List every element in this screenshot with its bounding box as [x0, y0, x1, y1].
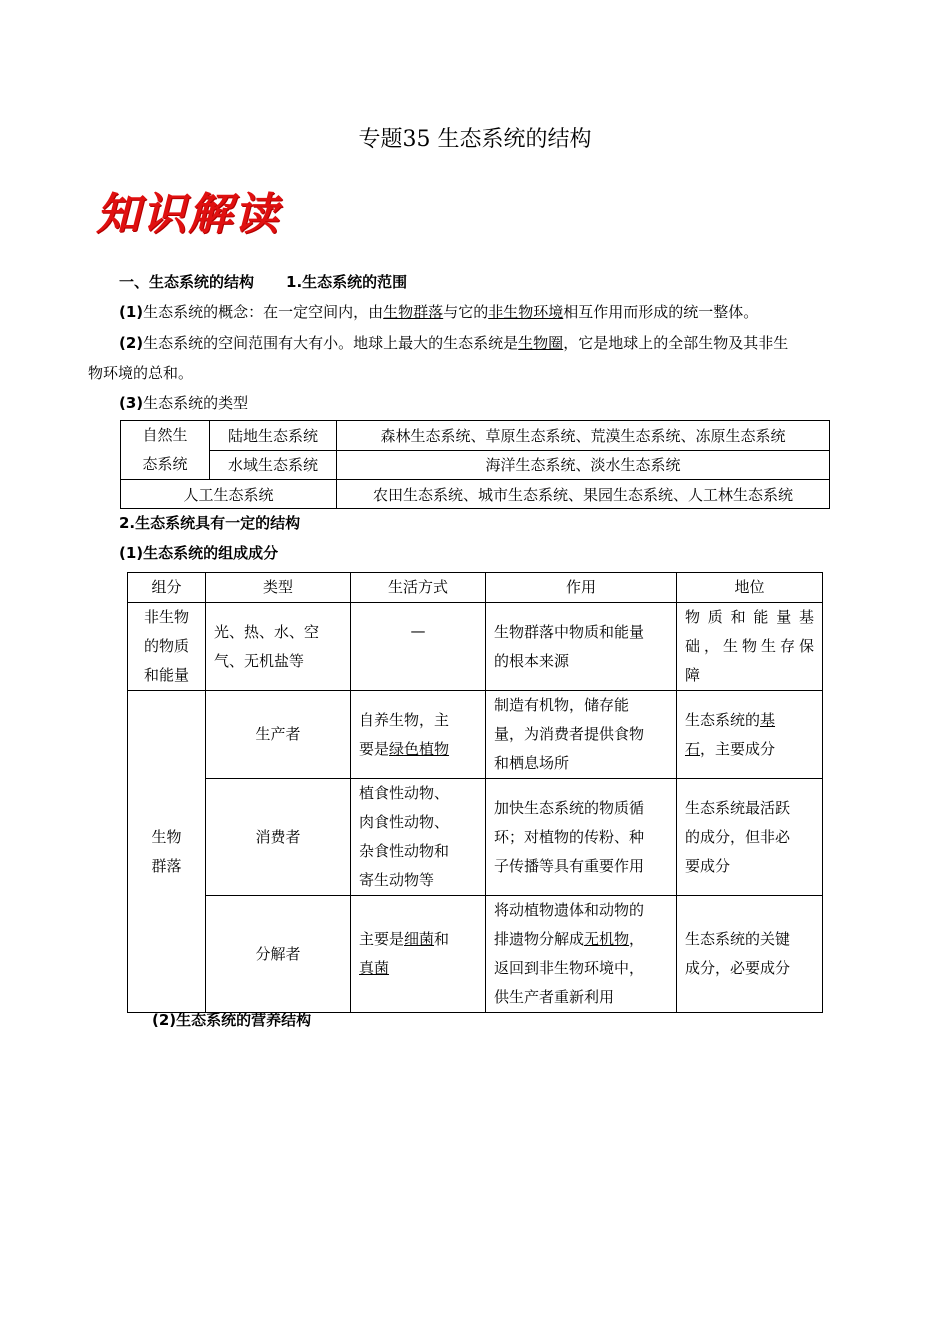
term-fungi: 真菌 [359, 959, 390, 977]
composition-table [127, 572, 823, 1013]
land-ecosystem-cell: 陆地生态系统 [210, 421, 337, 451]
consumer-role-cell: 加快生态系统的物质循 环；对植物的传粉、种 子传播等具有重要作用 [486, 779, 677, 896]
nonbio-group-cell: 非生物 的物质 和能量 [128, 603, 206, 691]
term-bacteria: 细菌 [404, 930, 435, 948]
table-row [128, 779, 823, 896]
section2-subheading: (1)生态系统的组成成分 [119, 544, 279, 562]
table-row [128, 896, 823, 1013]
term-cornerstone: 基 [760, 710, 776, 729]
section2-heading: 2.生态系统具有一定的结构 [119, 514, 301, 532]
section-banner: 知识解读 [96, 189, 280, 240]
table-row [128, 691, 823, 779]
natural-ecosystem-cell: 自然生 态系统 [121, 421, 210, 480]
header-role: 作用 [486, 573, 677, 603]
consumer-lifestyle-cell: 植食性动物、 肉食性动物、 杂食性动物和 寄生动物等 [351, 779, 486, 896]
producer-role-cell: 制造有机物，储存能 量，为消费者提供食物 和栖息场所 [486, 691, 677, 779]
decomposer-status-cell: 生态系统的关键 成分，必要成分 [677, 896, 823, 1013]
nonbio-type-cell: 光、热、水、空 气、无机盐等 [206, 603, 351, 691]
producer-status-cell: 生态系统的基 石，主要成分 [677, 691, 823, 779]
decomposer-role-cell: 将动植物遗体和动物的 排遗物分解成无机物， 返回到非生物环境中， 供生产者重新利用 [486, 896, 677, 1013]
term-green-plants: 绿色植物 [389, 739, 450, 758]
producer-type-cell: 生产者 [206, 691, 351, 779]
section2-subheading-2: (2)生态系统的营养结构 [152, 1011, 312, 1029]
water-ecosystem-cell: 水域生态系统 [210, 450, 337, 480]
header-lifestyle: 生活方式 [351, 573, 486, 603]
table-row [128, 603, 823, 691]
paragraph-scope-line1: (2)生态系统的空间范围有大有小。地球上最大的生态系统是生物圈，它是地球上的全部生物及其非生 [119, 334, 789, 352]
term-abiotic-environment: 非生物环境 [488, 303, 564, 321]
artificial-examples-cell: 农田生态系统、城市生态系统、果园生态系统、人工林生态系统 [337, 480, 830, 509]
water-examples-cell: 海洋生态系统、淡水生态系统 [337, 450, 830, 480]
artificial-ecosystem-cell: 人工生态系统 [121, 480, 337, 509]
decomposer-type-cell: 分解者 [206, 896, 351, 1013]
nonbio-lifestyle-cell: — [351, 603, 486, 691]
page-title: 专题35 生态系统的结构 [358, 127, 592, 152]
section1-heading: 一、生态系统的结构 [119, 273, 255, 291]
section1-subheading: 1.生态系统的范围 [286, 273, 408, 291]
nonbio-role-cell: 生物群落中物质和能量 的根本来源 [486, 603, 677, 691]
bio-group-cell: 生物 群落 [128, 691, 206, 1013]
consumer-type-cell: 消费者 [206, 779, 351, 896]
header-status: 地位 [677, 573, 823, 603]
paragraph-types: (3)生态系统的类型 [119, 394, 249, 412]
term-biotic-community: 生物群落 [383, 303, 444, 321]
section1-heading-line [119, 272, 407, 292]
producer-lifestyle-cell: 自养生物，主 要是绿色植物 [351, 691, 486, 779]
nonbio-status-cell: 物质和能量基 础，生物生存保 障 [677, 603, 823, 691]
consumer-status-cell: 生态系统最活跃 的成分，但非必 要成分 [677, 779, 823, 896]
paragraph-concept: (1)生态系统的概念：在一定空间内，由生物群落与它的非生物环境相互作用而形成的统一整体。 [119, 303, 759, 321]
header-group: 组分 [128, 573, 206, 603]
ecosystem-types-table [120, 420, 830, 509]
term-inorganic: 无机物 [584, 930, 630, 948]
table-header-row [128, 573, 823, 603]
land-examples-cell: 森林生态系统、草原生态系统、荒漠生态系统、冻原生态系统 [337, 421, 830, 451]
paragraph-scope-line2: 物环境的总和。 [88, 364, 194, 382]
header-type: 类型 [206, 573, 351, 603]
term-biosphere: 生物圈 [518, 334, 564, 352]
decomposer-lifestyle-cell: 主要是细菌和 真菌 [351, 896, 486, 1013]
